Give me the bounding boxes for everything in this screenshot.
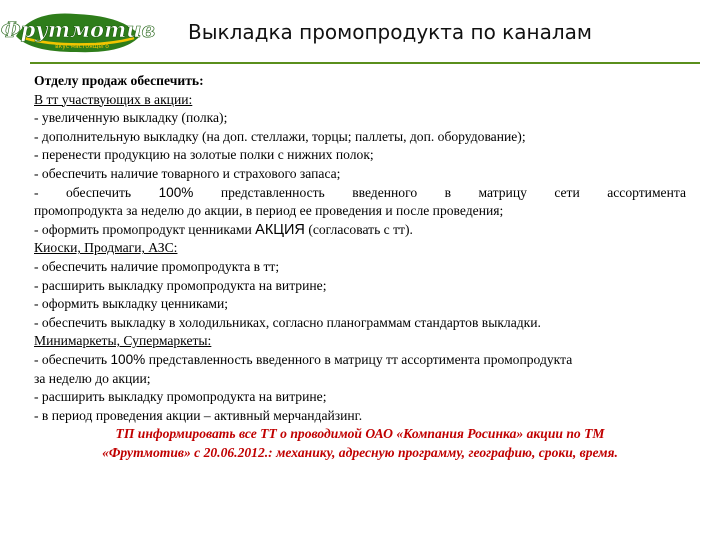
list-item-text: представленность введенного в матрицу сети ассортимента — [220, 184, 686, 200]
logo-mark — [0, 6, 156, 58]
list-item: - расширить выкладку промопродукта на витрине; — [34, 277, 327, 293]
list-item: - обеспечить наличие промопродукта в тт; — [34, 258, 280, 274]
brand-logo — [0, 6, 156, 58]
list-item: - оформить выкладку ценниками; — [34, 296, 229, 312]
intro-line: Отделу продаж обеспечить: — [34, 73, 204, 88]
percent-value: 100% — [110, 351, 146, 367]
list-item-text: - обеспечить — [34, 184, 132, 200]
list-item — [34, 184, 686, 203]
logo-tagline: вкус настоящего — [55, 43, 109, 50]
list-item-continuation: за неделю до акции; — [34, 370, 151, 386]
list-item: - обеспечить наличие товарного и страхового запаса; — [34, 165, 341, 181]
percent-value: 100% — [158, 184, 194, 200]
list-item-text: - оформить промопродукт ценниками — [34, 221, 252, 237]
price-tag-label: АКЦИЯ — [255, 221, 305, 238]
document-body — [34, 72, 686, 462]
list-item: - перенести продукцию на золотые полки с нижних полок; — [34, 147, 374, 163]
list-item-text: (согласовать с тт). — [308, 221, 413, 237]
list-item — [34, 351, 686, 370]
section-heading-kiosks: Киоски, Продмаги, АЗС: — [34, 240, 178, 256]
section-heading-participants: В тт участвующих в акции: — [34, 91, 193, 107]
list-item: - в период проведения акции – активный мерчандайзинг. — [34, 407, 363, 423]
page-title: Выкладка промопродукта по каналам — [188, 20, 592, 44]
list-item-continuation: промопродукта за неделю до акции, в период ее проведения и после проведения; — [34, 203, 504, 219]
header-divider — [30, 62, 700, 64]
list-item: - увеличенную выкладку (полка); — [34, 110, 228, 126]
list-item: - дополнительную выкладку (на доп. стеллажи, торцы; паллеты, доп. оборудование); — [34, 128, 526, 144]
logo-text: Фрутмотив — [0, 17, 156, 42]
list-item: - обеспечить выкладку в холодильниках, согласно планограммам стандартов выкладки. — [34, 314, 541, 330]
list-item-text: представленность введенного в матрицу тт ассортимента промопродукта — [148, 351, 573, 367]
section-heading-markets: Минимаркеты, Супермаркеты: — [34, 333, 212, 349]
list-item-text: - обеспечить — [34, 351, 108, 367]
final-note-line: ТП информировать все ТТ о проводимой ОАО «Компания Росинка» акции по ТМ — [115, 426, 605, 442]
final-note-line: «Фрутмотив» с 20.06.2012.: механику, адресную программу, географию, сроки, время. — [102, 444, 618, 460]
list-item — [34, 221, 686, 240]
list-item: - расширить выкладку промопродукта на витрине; — [34, 389, 327, 405]
